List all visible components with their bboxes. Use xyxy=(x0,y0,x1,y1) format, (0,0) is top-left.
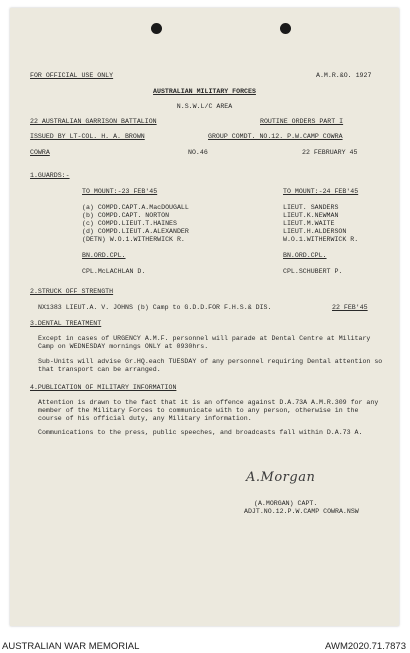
reference-code: A.M.R.&O. 1927 xyxy=(316,72,372,79)
official-use-label: FOR OFFICIAL USE ONLY xyxy=(30,72,114,79)
dental-paragraph: Sub-Units will advise Gr.HQ.each TUESDAY of any personnel requiring Dental attention so that transport can be arranged. xyxy=(38,358,383,373)
punch-hole xyxy=(151,23,162,34)
guard-entry: LIEUT. SANDERS xyxy=(283,204,339,211)
guard-entry: (c) COMPD.LIEUT.T.HAINES xyxy=(82,220,177,227)
guard-entry: W.O.1.WITHERWICK R. xyxy=(283,236,359,243)
routine-orders-label: ROUTINE ORDERS PART I xyxy=(260,118,344,125)
footer-bar xyxy=(0,639,410,653)
issued-by: ISSUED BY LT-COL. H. A. BROWN xyxy=(30,133,145,140)
group-comdt: GROUP COMDT. NO.12. P.W.CAMP COWRA xyxy=(208,133,343,140)
footer-credit: AUSTRALIAN WAR MEMORIAL xyxy=(2,641,140,652)
handwritten-signature: A.Morgan xyxy=(246,470,316,485)
publication-heading: 4.PUBLICATION OF MILITARY INFORMATION xyxy=(30,384,177,391)
ord-cpl-label: BN.ORD.CPL. xyxy=(283,252,327,259)
order-date: 22 FEBRUARY 45 xyxy=(302,149,358,156)
dental-paragraph: Except in cases of URGENCY A.M.F. personnel will parade at Dental Centre at Military Camp on WEDNESDAY mornings ONLY at 0930hrs. xyxy=(38,335,371,350)
struck-off-heading: 2.STRUCK OFF STRENGTH xyxy=(30,288,114,295)
area-title: N.S.W.L/C AREA xyxy=(176,103,233,110)
publication-paragraph: Attention is drawn to the fact that it is an offence against D.A.73A A.M.R.309 for any member of the Military Forces to communicate with to any person, otherwise in the course of his official duty, any Military information. xyxy=(38,399,379,422)
guards-col2-heading: TO MOUNT:-24 FEB'45 xyxy=(283,188,359,195)
guard-entry: (DETN) W.O.1.WITHERWICK R. xyxy=(82,236,185,243)
struck-off-date: 22 FEB'45 xyxy=(332,304,368,311)
guard-entry: LIEUT.K.NEWMAN xyxy=(283,212,339,219)
order-number: NO.46 xyxy=(188,149,208,156)
guard-entry: (d) COMPD.LIEUT.A.ALEXANDER xyxy=(82,228,189,235)
guards-col1-heading: TO MOUNT:-23 FEB'45 xyxy=(82,188,158,195)
guard-entry: (a) COMPD.CAPT.A.MacDOUGALL xyxy=(82,204,189,211)
guard-entry: LIEUT.H.ALDERSON xyxy=(283,228,347,235)
place-name: COWRA xyxy=(30,149,50,156)
ord-cpl-name: CPL.McLACHLAN D. xyxy=(82,268,146,275)
guard-entry: (b) COMPD.CAPT. NORTON xyxy=(82,212,170,219)
signatory-name: (A.MORGAN) CAPT. xyxy=(254,500,318,507)
dental-heading: 3.DENTAL TREATMENT xyxy=(30,320,102,327)
forces-title: AUSTRALIAN MILITARY FORCES xyxy=(153,88,256,95)
footer-accession: AWM2020.71.7873 xyxy=(325,641,406,652)
guards-heading xyxy=(30,172,70,180)
struck-off-entry: NX1383 LIEUT.A. V. JOHNS (b) Camp to G.D.D.FOR F.H.S.& DIS. xyxy=(38,304,272,311)
guards-heading-text: 1.GUARDS:- xyxy=(30,172,70,179)
signatory-title: ADJT.NO.12.P.W.CAMP COWRA.NSW xyxy=(244,508,359,515)
ord-cpl-name: CPL.SCHUBERT P. xyxy=(283,268,343,275)
publication-paragraph: Communications to the press, public speeches, and broadcasts fall within D.A.73 A. xyxy=(38,429,363,436)
guard-entry: LIEUT.M.WAITE xyxy=(283,220,335,227)
battalion-name: 22 AUSTRALIAN GARRISON BATTALION xyxy=(30,118,157,125)
punch-hole xyxy=(280,23,291,34)
ord-cpl-label: BN.ORD.CPL. xyxy=(82,252,126,259)
document-page xyxy=(10,8,399,626)
